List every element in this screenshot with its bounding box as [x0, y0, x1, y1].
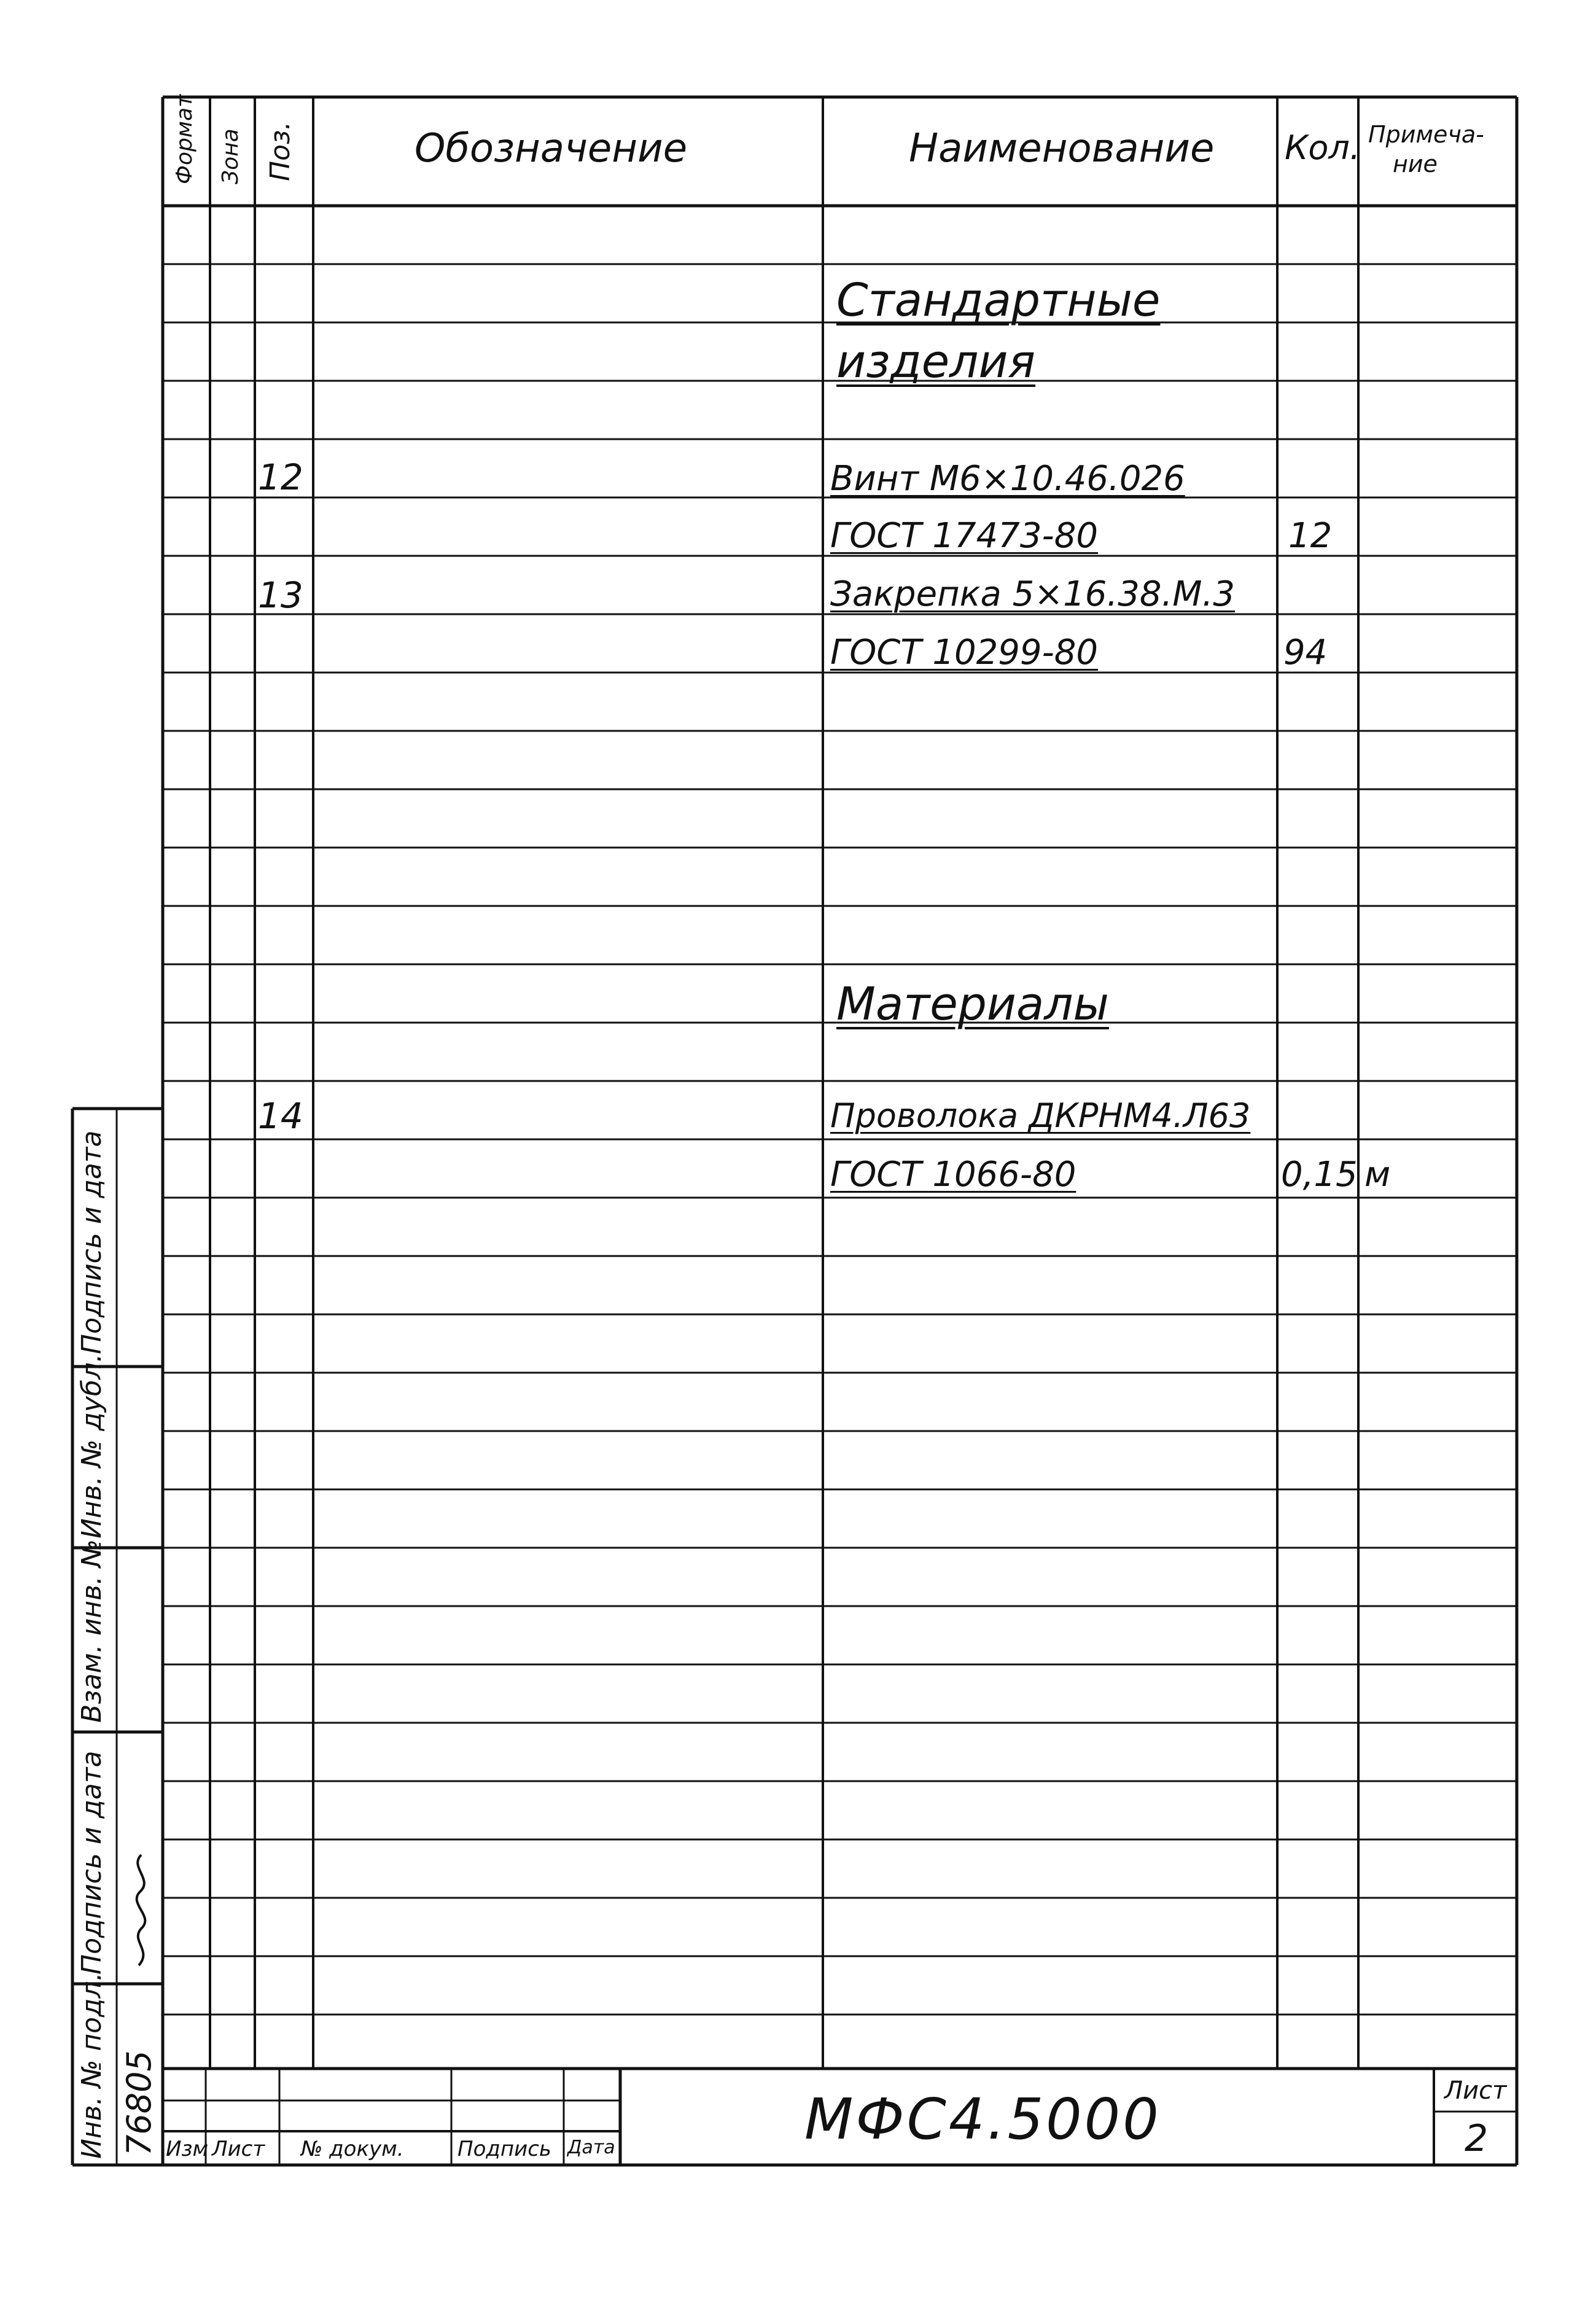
row-qty: 12 — [1288, 516, 1333, 556]
row-qty: 94 — [1283, 633, 1328, 673]
side-label-inv-dupl: Инв. № дубл. — [76, 1353, 107, 1539]
section-standard-line1: Стандартные — [836, 274, 1161, 327]
row-name: ГОСТ 17473-80 — [830, 516, 1098, 556]
tb-label-change: Изм — [166, 2137, 209, 2161]
side-inv-number: 76805 — [120, 2050, 158, 2156]
document-designation: МФС4.5000 — [804, 2086, 1161, 2152]
tb-label-signature: Подпись — [457, 2137, 551, 2161]
tb-label-docno: № докум. — [301, 2137, 404, 2161]
header-pos: Поз. — [265, 121, 296, 181]
tb-label-sheet: Лист — [212, 2137, 265, 2161]
row-pos: 12 — [258, 456, 303, 498]
header-format: Формат — [172, 94, 197, 184]
row-qty: 0,15 — [1281, 1155, 1358, 1195]
tb-label-date: Дата — [567, 2137, 615, 2158]
row-name: ГОСТ 10299-80 — [830, 633, 1098, 673]
tb-sheet-number: 2 — [1465, 2117, 1489, 2160]
section-materials: Материалы — [836, 978, 1109, 1031]
header-zone: Зона — [218, 128, 243, 184]
header-note-line2: ние — [1393, 150, 1438, 177]
header-designation: Обозначение — [415, 126, 688, 171]
header-qty: Кол. — [1285, 128, 1361, 167]
tb-sheet-label: Лист — [1444, 2077, 1507, 2105]
section-standard-line2: изделия — [836, 335, 1036, 388]
header-note-line1: Примеча- — [1368, 121, 1484, 148]
row-pos: 14 — [258, 1095, 303, 1137]
row-pos: 13 — [258, 574, 303, 616]
signature-scribble — [123, 1849, 160, 1972]
row-note: м — [1364, 1155, 1391, 1195]
row-name: Закрепка 5×16.38.М.3 — [830, 574, 1236, 614]
side-label-sig-date: Подпись и дата — [76, 1750, 107, 1975]
side-label-replaces-inv: Взам. инв. № — [76, 1539, 107, 1723]
row-name: Проволока ДКРНМ4.Л63 — [830, 1096, 1251, 1135]
side-label-inv-orig: Инв. № подл. — [76, 1972, 107, 2159]
row-name: ГОСТ 1066-80 — [830, 1155, 1076, 1195]
side-label-sig-date: Подпись и дата — [76, 1130, 107, 1354]
row-name: Винт М6×10.46.026 — [830, 459, 1185, 499]
header-name: Наименование — [909, 126, 1215, 171]
